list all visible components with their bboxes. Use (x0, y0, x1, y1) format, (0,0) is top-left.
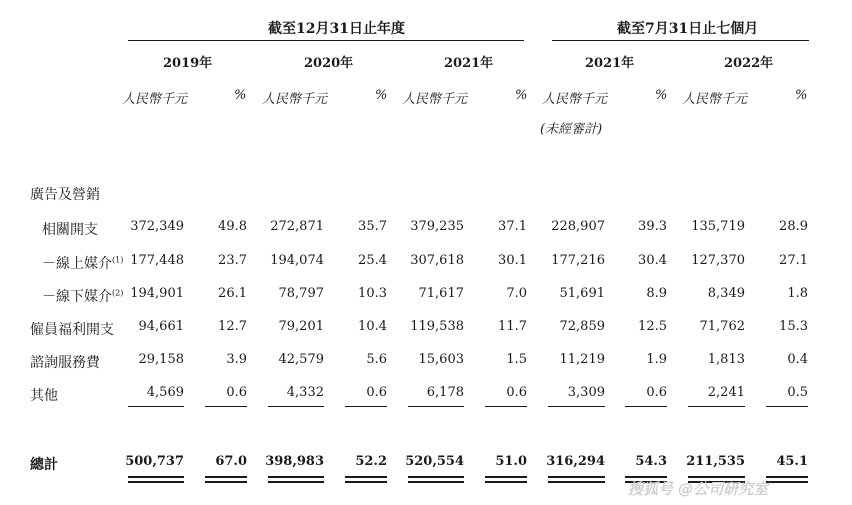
total-double-rule-top (766, 476, 808, 478)
amount-cell: 72,859 (559, 319, 605, 334)
percent-cell: 1.8 (787, 286, 808, 301)
amount-cell: 307,618 (410, 253, 464, 268)
amount-cell: 94,661 (138, 319, 184, 334)
unit-pct-2022-7m: % (795, 88, 808, 103)
percent-cell: 1.9 (646, 352, 667, 367)
subtotal-rule (625, 406, 667, 407)
total-double-rule-bottom (485, 481, 527, 483)
unit-rmb-2021-7m: 人民幣千元 (542, 92, 608, 107)
percent-cell: 49.8 (218, 219, 247, 234)
total-amount-cell: 500,737 (125, 454, 184, 469)
row-label-offline-media-text: －線下媒介 (42, 289, 112, 305)
unit-pct-2019: % (234, 88, 247, 103)
percent-cell: 0.4 (787, 352, 808, 367)
row-label-employee-benefits: 僱員福利開支 (30, 322, 114, 338)
row-label-online-media-text: －線上媒介 (42, 256, 112, 272)
subtotal-rule (766, 406, 808, 407)
total-double-rule-bottom (408, 481, 464, 483)
footnote-marker-2: (2) (112, 288, 124, 298)
amount-cell: 8,349 (707, 286, 745, 301)
total-double-rule-top (128, 476, 184, 478)
unaudited-note: (未經審計) (540, 122, 603, 137)
subtotal-rule (205, 406, 247, 407)
amount-cell: 1,813 (707, 352, 745, 367)
total-percent-cell: 45.1 (776, 454, 808, 469)
amount-cell: 2,241 (707, 385, 745, 400)
amount-cell: 379,235 (410, 219, 464, 234)
amount-cell: 79,201 (278, 319, 324, 334)
total-double-rule-top (485, 476, 527, 478)
total-double-rule-bottom (548, 481, 605, 483)
percent-cell: 28.9 (779, 219, 808, 234)
unit-pct-2021: % (515, 88, 528, 103)
total-percent-cell: 51.0 (495, 454, 527, 469)
row-label-offline-media (42, 286, 123, 306)
unit-rmb-2021: 人民幣千元 (402, 92, 468, 107)
subtotal-rule (688, 406, 745, 407)
percent-cell: 0.6 (226, 385, 247, 400)
amount-cell: 127,370 (691, 253, 745, 268)
percent-cell: 30.4 (638, 253, 667, 268)
amount-cell: 51,691 (559, 286, 605, 301)
total-percent-cell: 67.0 (215, 454, 247, 469)
header-underline-full-year (128, 40, 524, 41)
amount-cell: 4,569 (146, 385, 184, 400)
subtotal-rule (485, 406, 527, 407)
percent-cell: 0.5 (787, 385, 808, 400)
percent-cell: 27.1 (779, 253, 808, 268)
total-double-rule-bottom (128, 481, 184, 483)
percent-cell: 5.6 (366, 352, 387, 367)
year-2019: 2019年 (163, 56, 213, 71)
amount-cell: 194,074 (270, 253, 324, 268)
amount-cell: 42,579 (278, 352, 324, 367)
percent-cell: 25.4 (358, 253, 387, 268)
amount-cell: 272,871 (270, 219, 324, 234)
percent-cell: 15.3 (779, 319, 808, 334)
percent-cell: 12.5 (638, 319, 667, 334)
total-double-rule-bottom (345, 481, 387, 483)
percent-cell: 7.0 (506, 286, 527, 301)
amount-cell: 11,219 (559, 352, 605, 367)
unit-pct-2020: % (375, 88, 388, 103)
year-2020: 2020年 (304, 56, 354, 71)
subtotal-rule (268, 406, 324, 407)
subtotal-rule (408, 406, 464, 407)
amount-cell: 29,158 (138, 352, 184, 367)
amount-cell: 177,216 (551, 253, 605, 268)
total-amount-cell: 520,554 (405, 454, 464, 469)
amount-cell: 78,797 (278, 286, 324, 301)
percent-cell: 10.4 (358, 319, 387, 334)
row-label-total: 總計 (30, 457, 58, 473)
amount-cell: 194,901 (130, 286, 184, 301)
total-percent-cell: 54.3 (635, 454, 667, 469)
percent-cell: 0.6 (366, 385, 387, 400)
amount-cell: 119,538 (410, 319, 464, 334)
percent-cell: 23.7 (218, 253, 247, 268)
amount-cell: 15,603 (418, 352, 464, 367)
amount-cell: 228,907 (551, 219, 605, 234)
total-double-rule-top (268, 476, 324, 478)
percent-cell: 0.6 (506, 385, 527, 400)
amount-cell: 3,309 (567, 385, 605, 400)
percent-cell: 11.7 (498, 319, 527, 334)
amount-cell: 6,178 (426, 385, 464, 400)
amount-cell: 177,448 (130, 253, 184, 268)
total-amount-cell: 211,535 (686, 454, 745, 469)
subtotal-rule (548, 406, 605, 407)
watermark: 搜狐号 @公司研究室 (628, 480, 769, 498)
year-2022-seven-months: 2022年 (724, 56, 774, 71)
percent-cell: 39.3 (638, 219, 667, 234)
amount-cell: 71,617 (418, 286, 464, 301)
total-double-rule-bottom (766, 481, 808, 483)
unit-rmb-2022-7m: 人民幣千元 (682, 92, 748, 107)
unit-rmb-2019: 人民幣千元 (122, 92, 188, 107)
percent-cell: 10.3 (358, 286, 387, 301)
total-double-rule-top (408, 476, 464, 478)
amount-cell: 372,349 (130, 219, 184, 234)
amount-cell: 135,719 (691, 219, 745, 234)
header-underline-seven-months (552, 40, 809, 41)
percent-cell: 30.1 (498, 253, 527, 268)
header-group-full-year: 截至12月31日止年度 (268, 21, 405, 37)
total-double-rule-bottom (268, 481, 324, 483)
row-label-advertising: 廣告及營銷 (30, 187, 100, 203)
total-double-rule-top (548, 476, 605, 478)
row-label-related-expenses: 相關開支 (42, 222, 98, 238)
unit-pct-2021-7m: % (655, 88, 668, 103)
percent-cell: 0.6 (646, 385, 667, 400)
total-percent-cell: 52.2 (355, 454, 387, 469)
percent-cell: 26.1 (218, 286, 247, 301)
total-double-rule-bottom (205, 481, 247, 483)
percent-cell: 1.5 (506, 352, 527, 367)
footnote-marker-1: (1) (112, 255, 124, 265)
subtotal-rule (345, 406, 387, 407)
total-double-rule-top (345, 476, 387, 478)
total-amount-cell: 398,983 (265, 454, 324, 469)
year-2021-seven-months: 2021年 (585, 56, 635, 71)
percent-cell: 8.9 (646, 286, 667, 301)
percent-cell: 35.7 (358, 219, 387, 234)
header-group-seven-months: 截至7月31日止七個月 (617, 21, 759, 37)
amount-cell: 4,332 (286, 385, 324, 400)
row-label-online-media (42, 253, 123, 273)
row-label-consulting-fees: 諮詢服務費 (30, 355, 100, 371)
percent-cell: 3.9 (226, 352, 247, 367)
percent-cell: 12.7 (218, 319, 247, 334)
amount-cell: 71,762 (699, 319, 745, 334)
total-amount-cell: 316,294 (546, 454, 605, 469)
unit-rmb-2020: 人民幣千元 (262, 92, 328, 107)
percent-cell: 37.1 (498, 219, 527, 234)
subtotal-rule (128, 406, 184, 407)
year-2021: 2021年 (444, 56, 494, 71)
row-label-others: 其他 (30, 388, 58, 404)
total-double-rule-top (205, 476, 247, 478)
